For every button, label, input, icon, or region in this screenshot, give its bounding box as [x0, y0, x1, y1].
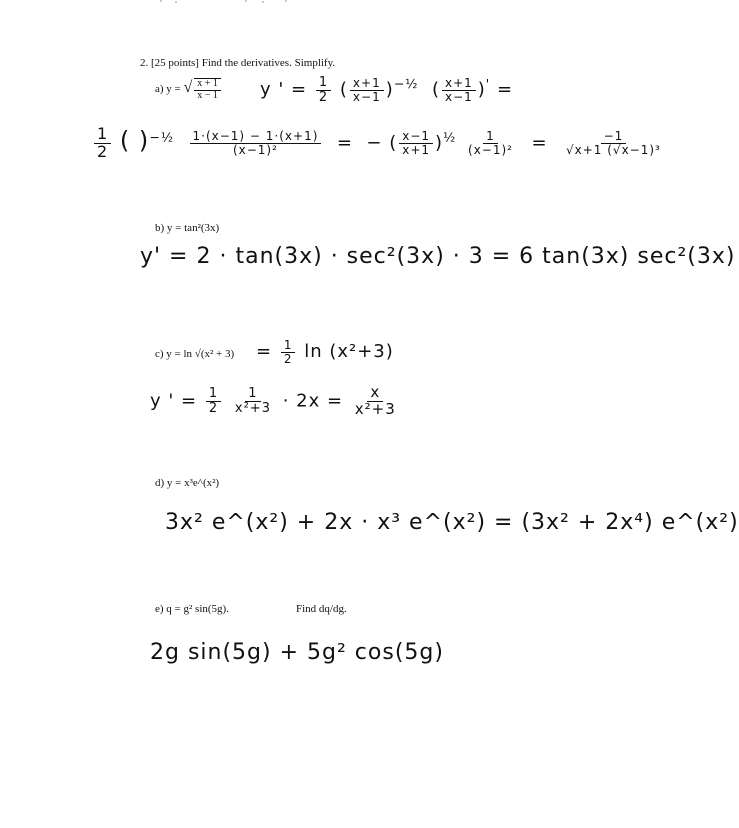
part-c-work-c1-den: 2	[208, 400, 219, 416]
part-c-work	[150, 385, 401, 418]
part-a-work1-lhs: y ' =	[260, 79, 308, 101]
part-a-work2-eq2: =	[531, 132, 548, 154]
part-a-work-line1: y ' = $\frac{1}{2}$ ( $\frac{x+1}{x-1}$ )$^{-\frac{1}{2}}$ ( $\frac{x+1}{x-1}$ )' =	[260, 75, 514, 105]
part-a-work2-s-den: (x−1)²	[468, 142, 513, 157]
part-e-find: Find dq/dg.	[296, 603, 347, 615]
part-e-label: e)	[155, 603, 164, 615]
part-a-work2-r-den: x+1	[402, 142, 431, 157]
part-a-work1-factor-den: x−1	[444, 89, 473, 104]
part-a-work1-factor-exp: '	[485, 76, 491, 92]
part-a-work2-s-num: 1	[483, 130, 498, 144]
part-b-label: b)	[155, 222, 165, 234]
part-a-work1-coef-num: 1	[316, 76, 331, 91]
part-a-work1-coef-den: 2	[318, 89, 329, 105]
part-a-work2-coef-num: 1	[94, 126, 111, 144]
part-a-work2-coef-den: 2	[97, 141, 109, 161]
part-a-work1-factor-num: x+1	[442, 77, 476, 91]
part-c-work-c1-num: 1	[206, 387, 221, 402]
part-a-work2-q-den: (x−1)²	[232, 142, 278, 157]
scan-artifact	[262, 1, 264, 3]
part-c-work-c2-num: 1	[245, 387, 260, 402]
part-d-label: d)	[155, 477, 165, 489]
part-c-tail: ln (x²+3)	[304, 341, 394, 363]
part-c-question-tail	[256, 339, 394, 365]
part-d-question	[155, 477, 219, 489]
part-a-work-line2: $\frac{1}{2}$ ( )$^{-\frac{1}{2}}$ $\frac{1\cdot(x-1) - 1\cdot(x+1)}{\text{(x−1)²}}$ = − ( $\frac{x-1}{x+1}$ )$^{\frac{1}{2}}$ $\frac{1}{\text{(x−1)²}}$ = $\frac{-1}{\text{√x+1 (√x−1)³}}$	[92, 126, 666, 161]
part-a-work2-paren: ( )	[119, 126, 150, 155]
part-a-work1-inner-den: x−1	[352, 89, 381, 104]
part-a-work2-final-den: √x+1 (√x−1)³	[565, 142, 661, 157]
part-a-work2-final-num: −1	[601, 130, 627, 144]
part-a-den: x − 1	[197, 89, 218, 101]
part-a-num: x + 1	[194, 79, 221, 91]
part-a-work1-exp: −½	[393, 76, 419, 92]
part-a-work2-exp: −½	[149, 129, 175, 145]
part-c-work-c3-num: x	[367, 385, 383, 402]
part-c-work-lhs: y ' =	[150, 390, 198, 412]
part-e-question	[155, 603, 229, 615]
part-b-question	[155, 222, 219, 234]
part-c-work-mid: · 2x =	[282, 390, 344, 412]
part-c-text: y = ln √(x² + 3)	[166, 348, 235, 360]
part-d-work: 3x² e^(x²) + 2x · x³ e^(x²) = (3x² + 2x⁴) e^(x²)	[165, 510, 739, 535]
part-c-tail-coef-den: 2	[283, 351, 293, 366]
part-c-work-c3-den: x²+3	[354, 399, 396, 418]
part-c-tail-coef-num: 1	[281, 339, 296, 353]
part-a-work2-q-num: 1·(x−1) − 1·(x+1)	[190, 130, 322, 144]
part-c-label: c)	[155, 348, 164, 360]
part-d-text: y = x³e^(x²)	[166, 477, 220, 489]
part-a-work2-neg: −	[366, 132, 383, 154]
scan-artifact	[160, 0, 162, 2]
part-c-tail-eq: =	[256, 341, 273, 363]
scan-artifact	[245, 0, 247, 2]
part-c-question	[155, 348, 234, 360]
part-a-work1-inner-num: x+1	[350, 77, 384, 91]
problem-header: 2. [25 points] Find the derivatives. Simplify.	[140, 57, 336, 69]
part-a-lhs: y =	[166, 83, 181, 96]
part-b-work: y' = 2 · tan(3x) · sec²(3x) · 3 = 6 tan(3x) sec²(3x)	[140, 244, 736, 269]
scan-artifact	[175, 1, 177, 3]
scan-artifact	[285, 0, 287, 2]
part-e-text: q = g² sin(5g).	[166, 603, 229, 615]
part-a-question: a) y = √ $\frac{x + 1}{x - 1}$	[155, 78, 223, 101]
part-a-label: a)	[155, 83, 164, 96]
part-a-work2-r-exp: ½	[443, 129, 457, 145]
part-e-work: 2g sin(5g) + 5g² cos(5g)	[150, 640, 444, 665]
part-a-work2-eq1: =	[336, 132, 353, 154]
part-a-work2-r-num: x−1	[399, 130, 433, 144]
part-a-work1-end: =	[497, 79, 514, 101]
part-b-text: y = tan²(3x)	[166, 222, 220, 234]
part-c-work-c2-den: x²+3	[234, 400, 271, 416]
